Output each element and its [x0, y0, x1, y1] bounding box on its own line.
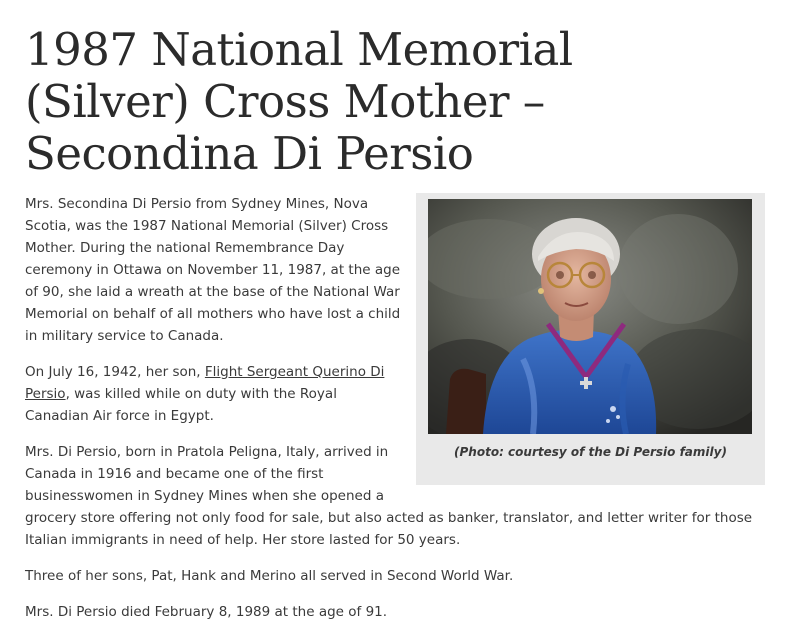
page-title: 1987 National Memorial (Silver) Cross Mother – Secondina Di Persio [25, 23, 573, 180]
article-body [25, 193, 765, 623]
paragraph-son-text-before: On July 16, 1942, her son, [25, 364, 205, 380]
portrait-illustration [428, 199, 752, 434]
photo-figure [416, 193, 765, 485]
paragraph-biography: Mrs. Di Persio, born in Pratola Peligna, Italy, arrived in Canada in 1916 and became one of the first businesswomen in Sydney Mines when she opened a grocery store offering not only food for sale, but also acted as banker, translator, and letter writer for those Italian immigrants in need of help. Her store lasted for 50 years. [25, 444, 753, 548]
paragraph-death: Mrs. Di Persio died February 8, 1989 at the age of 91. [25, 604, 388, 620]
paragraph-intro: Mrs. Secondina Di Persio from Sydney Mines, Nova Scotia, was the 1987 National Memorial (Silver) Cross Mother. During the national Remembrance Day ceremony in Ottawa on November 11, 1987, at the age of 90, she laid a wreath at the base of the National War Memorial on behalf of all mothers who have lost a child in military service to Canada. [25, 196, 401, 344]
paragraph-son-text-after: , was killed while on duty with the Royal Canadian Air force in Egypt. [25, 386, 337, 424]
paragraph-sons-service: Three of her sons, Pat, Hank and Merino all served in Second World War. [25, 568, 514, 584]
portrait-photo [428, 199, 752, 434]
photo-caption: (Photo: courtesy of the Di Persio family) [454, 445, 727, 459]
son-profile-link[interactable]: Flight Sergeant Querino Di Persio [25, 364, 385, 402]
article [25, 0, 765, 637]
